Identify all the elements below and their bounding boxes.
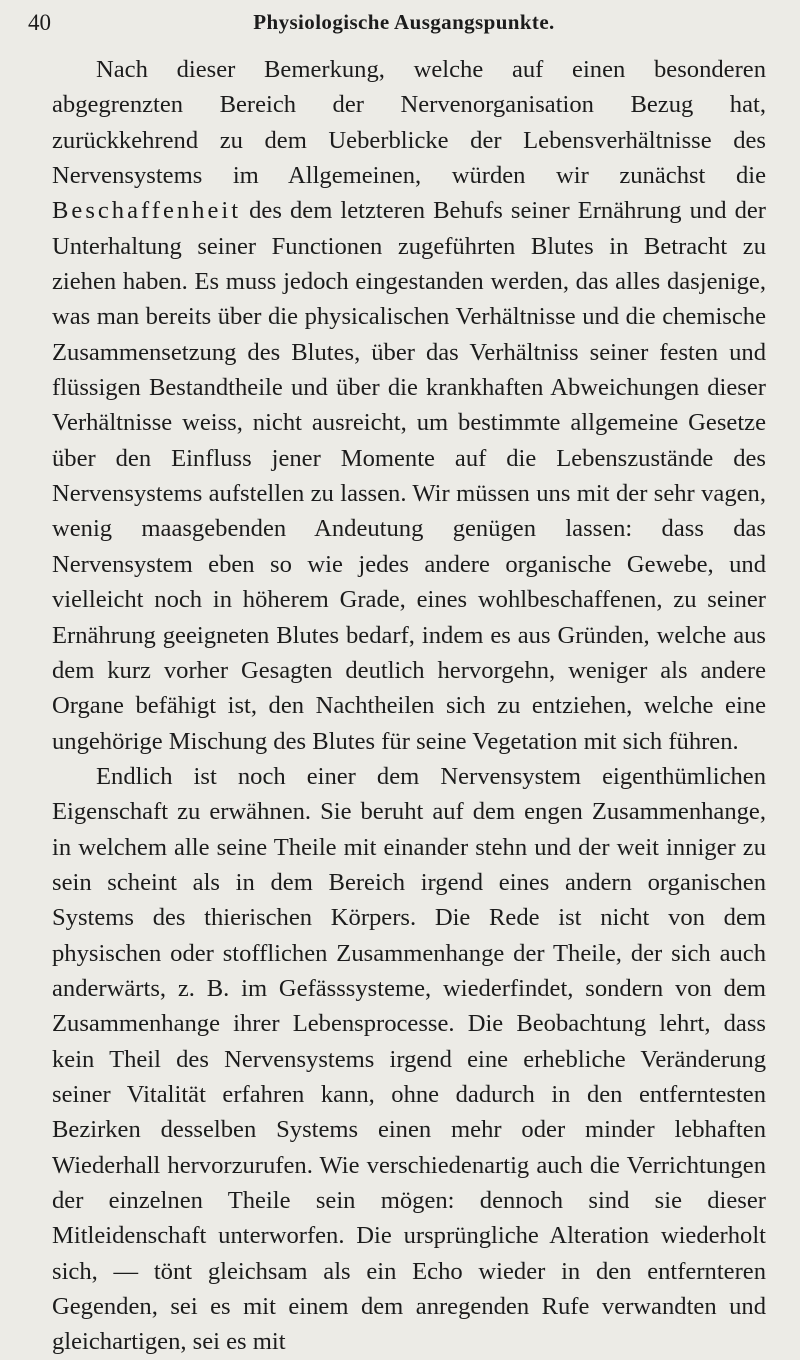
- paragraph-1-text-b: des dem letzteren Behufs seiner Ernährung und der Unterhaltung seiner Functionen zugeführten Blutes in Betracht zu ziehen haben. Es muss jedoch eingestanden werden, das alles dasjenige, was man bereits über die physicalischen Verhältnisse und die chemische Zusammensetzung des Blutes, über das Verhältniss seiner festen und flüssigen Bestandtheile und über die krankhaften Abweichungen dieser Verhältnisse weiss, nicht ausreicht, um bestimmte allgemeine Gesetze über den Einfluss jener Momente auf die Lebenszustände des Nervensystems aufstellen zu lassen. Wir müssen uns mit der sehr vagen, wenig maasgebenden Andeutung genügen lassen: dass das Nervensystem eben so wie jedes andere organische Gewebe, und vielleicht noch in höherem Grade, eines wohlbeschaffenen, zu seiner Ernährung geeigneten Blutes bedarf, indem es aus Gründen, welche aus dem kurz vorher Gesagten deutlich hervorgehn, weniger als andere Organe befähigt ist, den Nachtheilen sich zu entziehen, welche eine ungehörige Mischung des Blutes für seine Vegetation mit sich führen.: [52, 197, 766, 755]
- paragraph-2: Endlich ist noch einer dem Nervensystem eigenthümlichen Eigenschaft zu erwähnen. Sie beruht auf dem engen Zusammenhange, in welchem alle seine Theile mit einander stehn und der weit inniger zu sein scheint als in dem Bereich irgend eines andern organischen Systems des thierischen Körpers. Die Rede ist nicht von dem physischen oder stofflichen Zusammenhange der Theile, der sich auch anderwärts, z. B. im Gefässsysteme, wiederfindet, sondern von dem Zusammenhange ihrer Lebensprocesse. Die Beobachtung lehrt, dass kein Theil des Nervensystems irgend eine erhebliche Veränderung seiner Vitalität erfahren kann, ohne dadurch in den entferntesten Bezirken desselben Systems einen mehr oder minder lebhaften Wiederhall hervorzurufen. Wie verschiedenartig auch die Verrichtungen der einzelnen Theile sein mögen: dennoch sind sie dieser Mitleidenschaft unterworfen. Die ursprüngliche Alteration wiederholt sich, — tönt gleichsam als ein Echo wieder in den entfernteren Gegenden, sei es mit einem dem anregenden Rufe verwandten und gleichartigen, sei es mit: [52, 762, 766, 1356]
- running-title: Physiologische Ausgangspunkte.: [253, 10, 555, 34]
- body-text: [52, 52, 766, 1360]
- paragraph-1-text-a: Nach dieser Bemerkung, welche auf einen besonderen abgegrenzten Bereich der Nervenorganisation Bezug hat, zurückkehrend zu dem Ueberblicke der Lebensverhältnisse des Nervensystems im Allgemeinen, würden wir zunächst die: [52, 56, 766, 190]
- running-header: [28, 10, 770, 46]
- page-number: 40: [28, 10, 51, 35]
- paragraph-1: [52, 52, 766, 759]
- emphasized-word: Beschaffenheit: [52, 197, 242, 225]
